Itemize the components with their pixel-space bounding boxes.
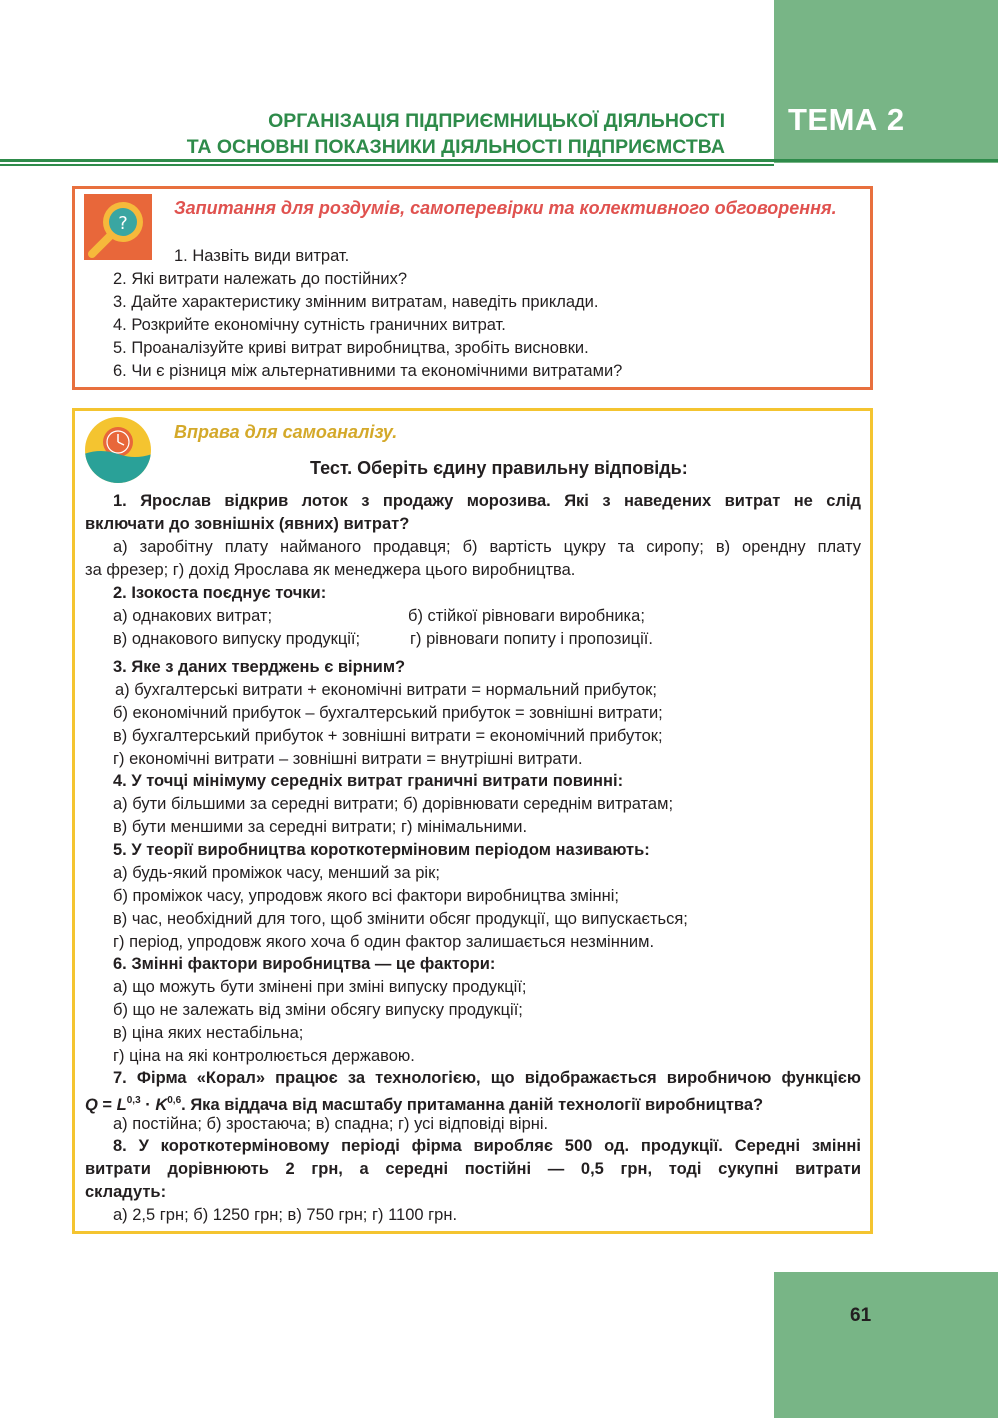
q5-option-d: г) період, упродовж якого хоча б один фактор залишається незмінним.: [113, 933, 655, 951]
svg-text:?: ?: [118, 213, 128, 234]
page-number-tab: [774, 1272, 998, 1418]
theme-label: ТЕМА 2: [788, 102, 905, 137]
formula-l: L: [116, 1096, 127, 1114]
exponent-k: 0,6: [167, 1095, 182, 1106]
question-item: 2. Які витрати належать до постійних?: [113, 270, 408, 288]
q5-text: 5. У теорії виробництва короткотерміновим періодом називають:: [113, 841, 650, 859]
question-item: 6. Чи є різниця між альтернативними та економічними витратами?: [113, 362, 623, 380]
chapter-header-line2: ТА ОСНОВНІ ПОКАЗНИКИ ДІЯЛЬНОСТІ ПІДПРИЄМСТВА: [186, 136, 725, 158]
formula-q: Q: [85, 1096, 98, 1114]
q1-options-line2: за фрезер; г) дохід Ярослава як менеджера цього виробництва.: [85, 561, 576, 579]
q3-option-a: а) бухгалтерські витрати + економічні витрати = нормальний прибуток;: [115, 681, 657, 699]
chapter-header: [80, 108, 725, 160]
page-number: 61: [850, 1305, 872, 1326]
q7-options: а) постійна; б) зростаюча; в) спадна; г) усі відповіді вірні.: [113, 1115, 549, 1133]
q7-text-line2: Q = L$^{0,3}$ · K$^{0,6}$. Яка віддача від масштабу притаманна даній технології виробництва?: [85, 1095, 764, 1114]
test-title: Тест. Оберіть єдину правильну відповідь:: [310, 458, 688, 478]
chapter-header-line1: ОРГАНІЗАЦІЯ ПІДПРИЄМНИЦЬКОЇ ДІЯЛЬНОСТІ: [268, 110, 725, 132]
clock-sunset-icon: [84, 416, 152, 484]
question-item: 3. Дайте характеристику змінним витратам, наведіть приклади.: [113, 293, 599, 311]
questions-heading: Запитання для роздумів, самоперевірки та колективного обговорення.: [174, 198, 837, 218]
q1-options-line1: а) заробітну плату найманого продавця; б) вартість цукру та сиропу; в) орендну плату: [113, 538, 861, 556]
q4-text: 4. У точці мінімуму середніх витрат граничні витрати повинні:: [113, 772, 624, 790]
exercise-heading: Вправа для самоаналізу.: [174, 422, 398, 442]
magnifier-question-icon: [84, 194, 152, 260]
q8-text-line1: 8. У короткотерміновому періоді фірма виробляє 500 од. продукції. Середні змінні: [113, 1137, 861, 1155]
q3-option-c: в) бухгалтерський прибуток + зовнішні витрати = економічний прибуток;: [113, 727, 663, 745]
q5-option-b: б) проміжок часу, упродовж якого всі фактори виробництва змінні;: [113, 887, 620, 905]
q6-option-c: в) ціна яких нестабільна;: [113, 1024, 304, 1042]
q2-option-b: б) стійкої рівноваги виробника;: [408, 607, 645, 625]
q7-text-line1: 7. Фірма «Корал» працює за технологією, що відображається виробничою функцією: [113, 1069, 861, 1087]
question-item: 4. Розкрийте економічну сутність граничних витрат.: [113, 316, 506, 334]
theme-tab: [774, 0, 998, 163]
q2-text: 2. Ізокоста поєднує точки:: [113, 584, 327, 602]
q8-text-line2: витрати дорівнюють 2 грн, а середні постійні — 0,5 грн, тоді сукупні витрати: [85, 1160, 861, 1178]
q5-option-c: в) час, необхідний для того, щоб змінити обсяг продукції, що випускається;: [113, 910, 688, 928]
q6-option-d: г) ціна на які контролюється державою.: [113, 1047, 415, 1065]
q8-options: а) 2,5 грн; б) 1250 грн; в) 750 грн; г) 1100 грн.: [113, 1206, 458, 1224]
q3-text: 3. Яке з даних тверджень є вірним?: [113, 658, 406, 676]
q1-text-line2: включати до зовнішніх (явних) витрат?: [85, 515, 410, 533]
q4-options-cd: в) бути меншими за середні витрати; г) мінімальними.: [113, 818, 528, 836]
q2-option-c: в) однакового випуску продукції;: [113, 630, 361, 648]
header-rule-thin: [0, 164, 774, 166]
q3-option-b: б) економічний прибуток – бухгалтерський прибуток = зовнішні витрати;: [113, 704, 663, 722]
question-item: 1. Назвіть види витрат.: [174, 247, 350, 265]
q6-option-a: а) що можуть бути змінені при зміні випуску продукції;: [113, 978, 527, 996]
q4-options-ab: а) бути більшими за середні витрати; б) дорівнювати середнім витратам;: [113, 795, 674, 813]
q8-text-line3: складуть:: [85, 1183, 167, 1201]
question-item: 5. Проаналізуйте криві витрат виробництва, зробіть висновки.: [113, 339, 589, 357]
q5-option-a: а) будь-який проміжок часу, менший за рік;: [113, 864, 440, 882]
q2-option-a: а) однакових витрат;: [113, 607, 273, 625]
q3-option-d: г) економічні витрати – зовнішні витрати = внутрішні витрати.: [113, 750, 583, 768]
q2-option-d: г) рівноваги попиту і пропозиції.: [410, 630, 653, 648]
q1-text-line1: 1. Ярослав відкрив лоток з продажу морозива. Які з наведених витрат не слід: [113, 492, 861, 510]
q6-text: 6. Змінні фактори виробництва — це фактори:: [113, 955, 496, 973]
header-rule-thick: [0, 159, 998, 162]
formula-k: K: [155, 1096, 168, 1114]
exponent-l: 0,3: [126, 1095, 141, 1106]
q6-option-b: б) що не залежать від зміни обсягу випуску продукції;: [113, 1001, 523, 1019]
